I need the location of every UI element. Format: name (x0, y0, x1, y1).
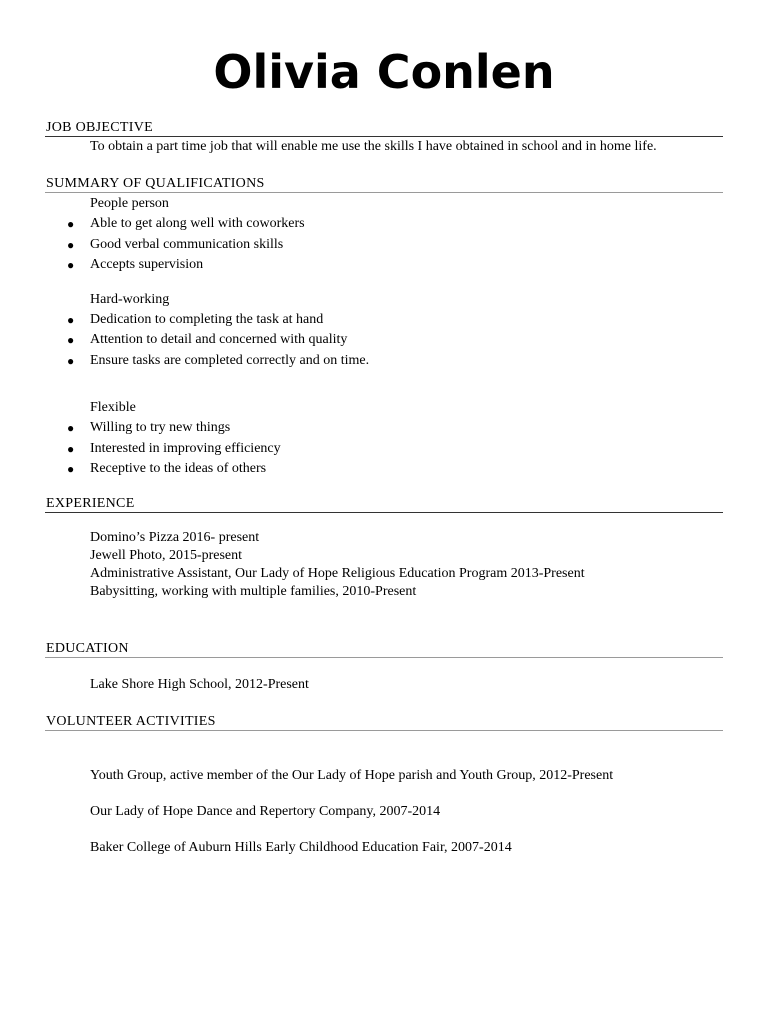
bullet-icon: ● (67, 421, 75, 435)
qualification-item: ● Willing to try new things (45, 418, 723, 439)
volunteer-item: Our Lady of Hope Dance and Repertory Company, 2007-2014 (90, 804, 441, 819)
qualification-item: ● Able to get along well with coworkers (45, 214, 723, 235)
bullet-icon: ● (67, 237, 75, 252)
job-objective-text: To obtain a part time job that will enable me use the skills I have obtained in school and in home life. (90, 139, 657, 154)
qualifications-heading: SUMMARY OF QUALIFICATIONS (45, 175, 723, 193)
experience-item: Babysitting, working with multiple families, 2010-Present (90, 584, 417, 599)
bullet-icon: ● (67, 258, 75, 272)
volunteer-heading: VOLUNTEER ACTIVITIES (45, 713, 723, 731)
qualification-group (45, 398, 723, 480)
qualification-group-title: Hard-working (90, 291, 170, 307)
education-heading: EDUCATION (45, 640, 723, 658)
experience-item: Administrative Assistant, Our Lady of Hope Religious Education Program 2013-Present (90, 566, 585, 581)
job-objective-section (45, 119, 723, 157)
qualification-group-title: Flexible (90, 400, 136, 415)
bullet-icon: ● (67, 217, 75, 231)
qualification-item: ● Attention to detail and concerned with quality (45, 330, 723, 351)
experience-section (45, 495, 723, 601)
qualifications-section (45, 175, 723, 480)
qualification-group (45, 194, 723, 276)
resume-name: Olivia Conlen (213, 45, 555, 99)
qualification-group (45, 290, 723, 372)
volunteer-section (45, 713, 723, 858)
qualification-item: ● Ensure tasks are completed correctly and on time. (45, 351, 723, 372)
qualification-item: ● Accepts supervision (45, 255, 723, 276)
education-section (45, 640, 723, 695)
qualification-group-title: People person (90, 196, 169, 211)
bullet-icon: ● (67, 353, 75, 368)
qualification-item: ● Dedication to completing the task at hand (45, 310, 723, 331)
volunteer-item: Baker College of Auburn Hills Early Childhood Education Fair, 2007-2014 (90, 840, 512, 855)
experience-heading: EXPERIENCE (45, 495, 723, 513)
bullet-icon: ● (67, 312, 75, 327)
qualification-item: ● Receptive to the ideas of others (45, 459, 723, 480)
qualification-item: ● Interested in improving efficiency (45, 439, 723, 460)
education-item: Lake Shore High School, 2012-Present (90, 677, 309, 692)
experience-item: Domino’s Pizza 2016- present (90, 530, 260, 545)
volunteer-item: Youth Group, active member of the Our Lady of Hope parish and Youth Group, 2012-Present (90, 768, 614, 783)
experience-item: Jewell Photo, 2015-present (90, 548, 243, 563)
qualification-item: ● Good verbal communication skills (45, 235, 723, 256)
bullet-icon: ● (67, 462, 75, 476)
bullet-icon: ● (67, 441, 75, 456)
job-objective-heading: JOB OBJECTIVE (45, 119, 723, 137)
bullet-icon: ● (67, 333, 75, 347)
